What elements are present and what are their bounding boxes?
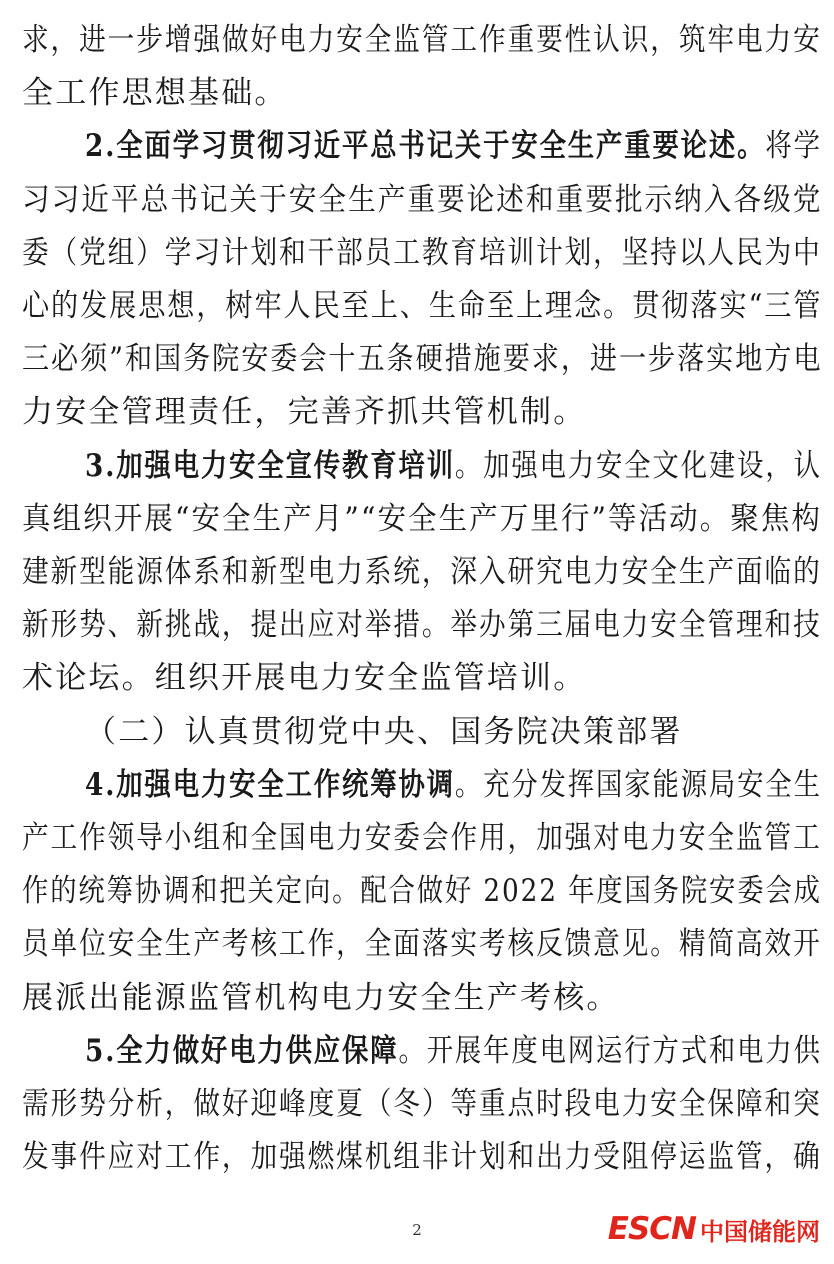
body-text: （二）认真贯彻党中央、国务院决策部署 xyxy=(85,713,683,750)
text-line xyxy=(22,390,822,434)
page-number: 2 xyxy=(412,1221,422,1239)
body-text: 需形势分析，做好迎峰度夏（冬）等重点时段电力安全保障和突 xyxy=(22,1086,822,1122)
text-line xyxy=(22,231,822,275)
body-text: 习习近平总书记关于安全生产重要论述和重要批示纳入各级党 xyxy=(22,181,823,218)
bold-heading-text: 5.全力做好电力供应保障 xyxy=(85,1032,399,1069)
text-line xyxy=(22,337,823,381)
text-line xyxy=(22,497,822,541)
body-text: 委（党组）学习计划和干部员工教育培训计划，坚持以人民为中 xyxy=(22,234,822,271)
text-line xyxy=(22,178,823,222)
text-line xyxy=(85,124,822,168)
text-line xyxy=(22,284,823,328)
text-line xyxy=(85,444,822,488)
text-line xyxy=(85,710,822,754)
body-text: 发事件应对工作，加强燃煤机组非计划和出力受阻停运监管，确 xyxy=(22,1139,822,1176)
text-line xyxy=(22,922,822,966)
body-text: 产工作领导小组和全国电力安委会作用，加强对电力安全监管工 xyxy=(22,820,822,856)
text-line xyxy=(22,816,822,860)
text-line xyxy=(22,976,822,1020)
watermark-en: ESCN xyxy=(607,1211,696,1247)
bold-heading-text: 2.全面学习贯彻习近平总书记关于安全生产重要论述。 xyxy=(85,128,766,165)
text-line xyxy=(22,1082,822,1126)
text-line xyxy=(85,1029,822,1073)
body-text: 将学 xyxy=(765,128,822,165)
text-line xyxy=(22,656,822,700)
body-text: 。充分发挥国家能源局安全生 xyxy=(454,766,822,803)
watermark-cn: 中国储能网 xyxy=(700,1217,820,1246)
text-line xyxy=(22,603,822,647)
body-text: 展派出能源监管机构电力安全生产考核。 xyxy=(22,979,620,1016)
text-line xyxy=(22,1135,822,1179)
body-text: 。加强电力安全文化建设，认 xyxy=(454,447,822,484)
body-text: 真组织开展“安全生产月”“安全生产万里行”等活动。聚焦构 xyxy=(22,500,822,537)
body-text: 三必须”和国务院安委会十五条硬措施要求，进一步落实地方电 xyxy=(22,341,823,378)
body-text: 建新型能源体系和新型电力系统，深入研究电力安全生产面临的 xyxy=(22,554,822,590)
text-line xyxy=(22,550,822,594)
bold-heading-text: 4.加强电力安全工作统筹协调 xyxy=(85,766,455,803)
body-text: 全工作思想基础。 xyxy=(22,75,288,112)
body-text: 力安全管理责任，完善齐抓共管机制。 xyxy=(22,394,587,431)
text-line xyxy=(22,71,822,115)
text-line xyxy=(22,18,822,62)
body-text: 术论坛。组织开展电力安全监管培训。 xyxy=(22,660,587,697)
text-line xyxy=(85,763,822,807)
bold-heading-text: 3.加强电力安全宣传教育培训 xyxy=(85,447,455,484)
body-text: 员单位安全生产考核工作，全面落实考核反馈意见。精简高效开 xyxy=(22,926,822,963)
body-text: 作的统筹协调和把关定向。配合做好 2022 年度国务院安委会成 xyxy=(22,873,822,910)
text-line xyxy=(22,869,822,913)
body-text: 。开展年度电网运行方式和电力供 xyxy=(398,1032,822,1069)
escn-watermark-logo xyxy=(608,1210,820,1248)
body-text: 心的发展思想，树牢人民至上、生命至上理念。贯彻落实“三管 xyxy=(22,288,823,324)
body-text: 求，进一步增强做好电力安全监管工作重要性认识，筑牢电力安 xyxy=(22,22,822,58)
body-text: 新形势、新挑战，提出应对举措。举办第三届电力安全管理和技 xyxy=(22,607,822,644)
